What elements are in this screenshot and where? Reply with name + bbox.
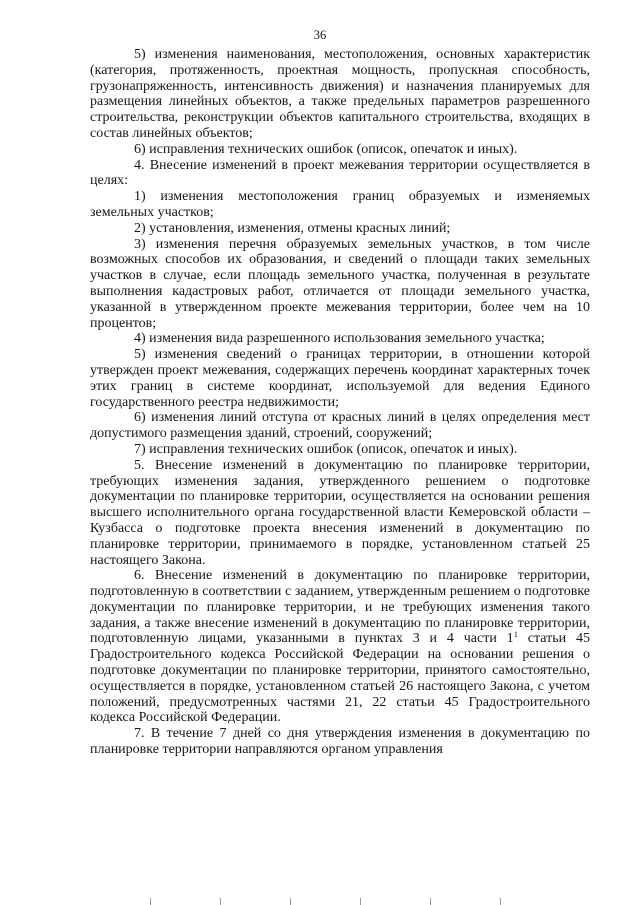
- paragraph-4-item-2: 2) установления, изменения, отмены красных линий;: [134, 220, 451, 236]
- paragraph-4-item-5: 5) изменения сведений о границах территории, в отношении которой утвержден проект межевания, содержащих перечень координат характерных точек этих границ в системе координат, используемой для ведения Единого государственного реестра недвижимости;: [90, 347, 590, 410]
- paragraph-5: 5. Внесение изменений в документацию по планировке территории, требующих изменения задания, утвержденного решением о подготовке документации по планировке территории, осуществляется на основании решения высшего исполнительного органа государственной власти Кемеровской области – Кузбасса о подготовке проекта внесения изменений в документацию по планировке территории, принимаемого в порядке, установленном статьей 25 настоящего Закона.: [90, 457, 590, 568]
- paragraph-4-item-1: 1) изменения местоположения границ образуемых и изменяемых земельных участков;: [90, 189, 590, 220]
- document-body: [90, 47, 590, 758]
- superscript: 1: [513, 629, 518, 640]
- page-number: 36: [313, 28, 327, 42]
- paragraph-5-item-6: 6) исправления технических ошибок (описок, опечаток и иных).: [134, 141, 518, 157]
- paragraph-4-item-7: 7) исправления технических ошибок (описок, опечаток и иных).: [134, 441, 518, 457]
- paragraph-6-part-1: 6. Внесение изменений в документацию по планировке территории, подготовленную в соответствии с заданием, утвержденным решением о подготовке документации по планировке территории, и не требующих изменения такого задания, а также внесение изменений в документацию по планировке территории, подготовленную лицами, указанными в пунктах 3 и 4 части 1: [90, 568, 590, 647]
- paragraph-5-item-5: 5) изменения наименования, местоположения, основных характеристик (категория, протяженность, проектная мощность, пропускная способность, грузонапряженность, интенсивность движения) и назначения планируемых для размещения линейных объектов, а также предельных параметров разрешенного строительства, реконструкции объектов капитального строительства, входящих в состав линейных объектов;: [90, 47, 590, 141]
- paragraph-7: 7. В течение 7 дней со дня утверждения изменения в документацию по планировке территории направляются органом управления: [90, 726, 590, 758]
- paragraph-4-item-3: 3) изменения перечня образуемых земельных участков, в том числе возможных способов их образования, и сведений о площади таких земельных участков в случае, если площадь земельного участка, полученная в результате выполнения кадастровых работ, отличается от площади земельного участка, указанной в утвержденном проекте межевания территории, более чем на 10 процентов;: [90, 236, 590, 331]
- paragraph-4-item-6: 6) изменения линий отступа от красных линий в целях определения мест допустимого размещения зданий, строений, сооружений;: [90, 410, 590, 442]
- paragraph-6-part-2: статьи 45 Градостроительного кодекса Российской Федерации на основании решения о подготовке документации по планировке территории, принятого самостоятельно, осуществляется в порядке, установленном статьей 26 настоящего Закона, с учетом положений, предусмотренных частями 21, 22 статьи 45 Градостроительного кодекса Российской Федерации.: [90, 631, 590, 726]
- paragraph-4-item-4: 4) изменения вида разрешенного использования земельного участка;: [134, 331, 545, 347]
- paragraph-4-intro: 4. Внесение изменений в проект межевания территории осуществляется в целях:: [90, 157, 590, 189]
- paragraph-6: [90, 568, 590, 726]
- scan-edge-marks: [0, 897, 640, 905]
